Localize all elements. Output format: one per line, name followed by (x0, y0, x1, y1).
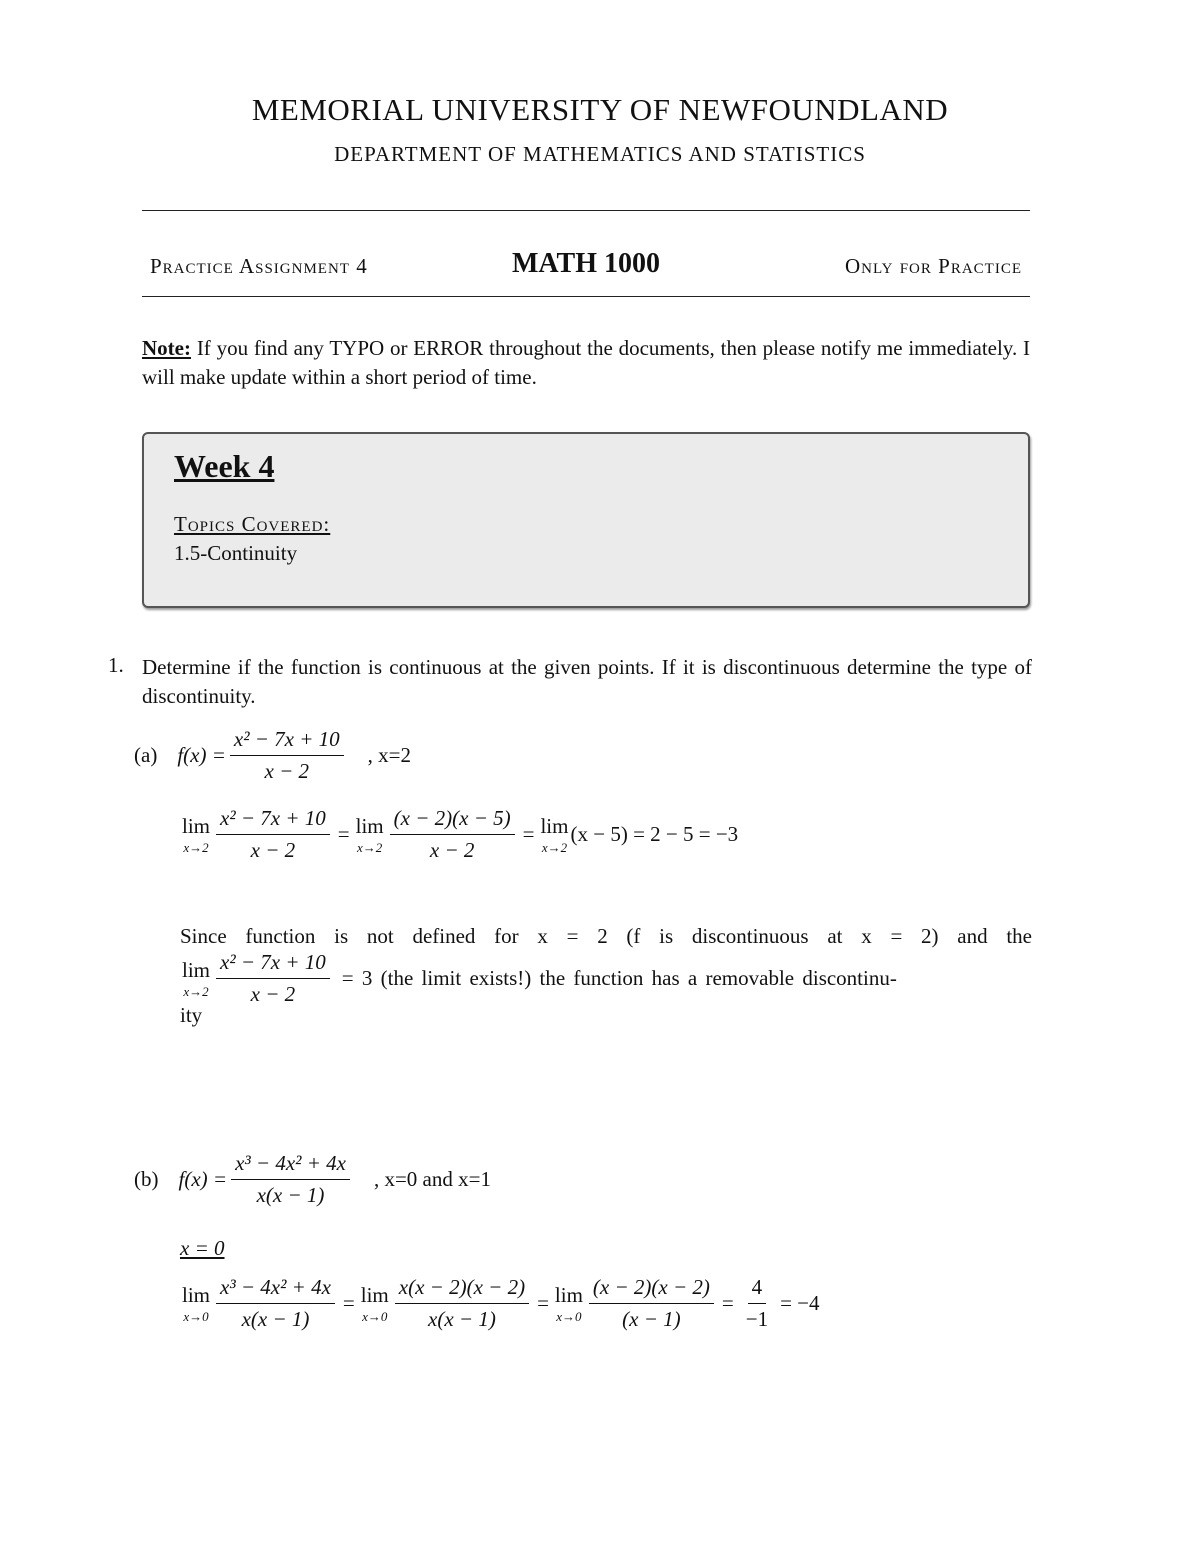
part-b-case-x0: x = 0 (180, 1236, 225, 1260)
part-a-explanation-line1: Since function is not defined for x = 2 (f is discontinuous at x = 2) and the (180, 924, 1032, 948)
part-b-step1: $\frac{\text{x³ − 4x² + 4x}}{x(x - 1)}$ (216, 1275, 335, 1332)
part-b-result: = −4 (780, 1291, 820, 1315)
part-a-step3: (x − 5) = 2 − 5 = −3 (570, 822, 739, 846)
part-b-points: , x=0 and x=1 (373, 1167, 491, 1191)
part-a-numerator: x² − 7x + 10 (230, 727, 344, 756)
note-paragraph (142, 334, 1030, 392)
part-a-step1: $\frac{\text{x² − 7x + 10}}{x - 2}$ (216, 806, 330, 863)
part-a-step4: $\frac{\text{x² − 7x + 10}}{x - 2}$ (216, 950, 330, 1007)
part-a-denominator: x − 2 (264, 759, 310, 783)
part-a-limit-result: = 3 (the limit exists!) the function has a removable discontinu- (341, 966, 897, 990)
part-b-fraction (231, 1151, 350, 1208)
part-b-step4: $\frac{4}{-1}$ (745, 1275, 769, 1331)
university-name: MEMORIAL UNIVERSITY OF NEWFOUNDLAND (251, 92, 949, 127)
question-prompt: Determine if the function is continuous at the given points. If it is discontinuous determine the type of discontinuity. (142, 655, 1032, 708)
part-b-step2: $\frac{x(x - 2)(x - 2)}{x(x - 1)}$ (395, 1275, 529, 1332)
bottom-rule (142, 296, 1030, 297)
part-b-fx: f(x) = (178, 1167, 228, 1191)
top-rule (142, 210, 1030, 211)
part-b-denominator: x(x − 1) (256, 1183, 325, 1207)
part-a-label: (a) (134, 743, 158, 767)
topics-label: Topics Covered: (174, 512, 331, 536)
week-title: Week 4 (174, 448, 275, 484)
week-box (142, 432, 1030, 608)
course-code: MATH 1000 (511, 248, 661, 279)
part-b-numerator: x³ − 4x² + 4x (231, 1151, 350, 1180)
part-a-fraction (230, 727, 344, 784)
part-a-limit-line: lim x→2 $\frac{\text{x² − 7x + 10}}{x - 2}$ = lim x→2 $\frac{(x - 2)(x - 5)}{x - 2}$ = lim x→2 (x − 5) = 2 − 5 = −3 (182, 806, 739, 862)
part-a-lim-1: lim x→2 (182, 813, 211, 855)
department-name: DEPARTMENT OF MATHEMATICS AND STATISTICS (334, 142, 866, 166)
part-a-lim-2: lim x→2 (355, 813, 384, 855)
part-a-ity: ity (180, 1003, 203, 1027)
part-a-fx: f(x) = (177, 743, 226, 767)
part-a-lim-3: lim x→2 (540, 813, 569, 855)
part-a-step2: $\frac{(x - 2)(x - 5)}{x - 2}$ (390, 806, 515, 863)
note-label: Note: (142, 336, 191, 360)
part-b-step3: $\frac{(x - 2)(x - 2)}{(x - 1)}$ (589, 1275, 714, 1332)
part-a-points: , x=2 (367, 743, 411, 767)
note-text: If you find any TYPO or ERROR throughout the documents, then please notify me immediately. I will make update within a short period of time. (142, 336, 1030, 389)
question-number: 1. (108, 653, 124, 677)
part-b-label: (b) (134, 1167, 159, 1191)
topic-item: 1.5-Continuity (174, 541, 298, 565)
part-a-definition (134, 727, 411, 784)
part-b-limit-line: lim x→0 $\frac{\text{x³ − 4x² + 4x}}{x(x - 1)}$ = lim x→0 $\frac{x(x - 2)(x - 2)}{x(x - 1)}$ = lim x→0 $\frac{(x - 2)(x - 2)}{(x - 1)}$ = $\frac{4}{-1}$ = −4 (182, 1275, 820, 1331)
part-b-lim-2: lim x→0 (360, 1282, 389, 1324)
practice-label: Only for Practice (844, 254, 1022, 278)
part-b-definition (134, 1151, 491, 1208)
part-b-lim-3: lim x→0 (554, 1282, 583, 1324)
assignment-label: Practice Assignment 4 (150, 254, 368, 278)
part-b-lim-1: lim x→0 (182, 1282, 211, 1324)
part-a-explanation-line2 (180, 950, 897, 1007)
part-a-lim-4: lim x→2 (182, 957, 211, 999)
